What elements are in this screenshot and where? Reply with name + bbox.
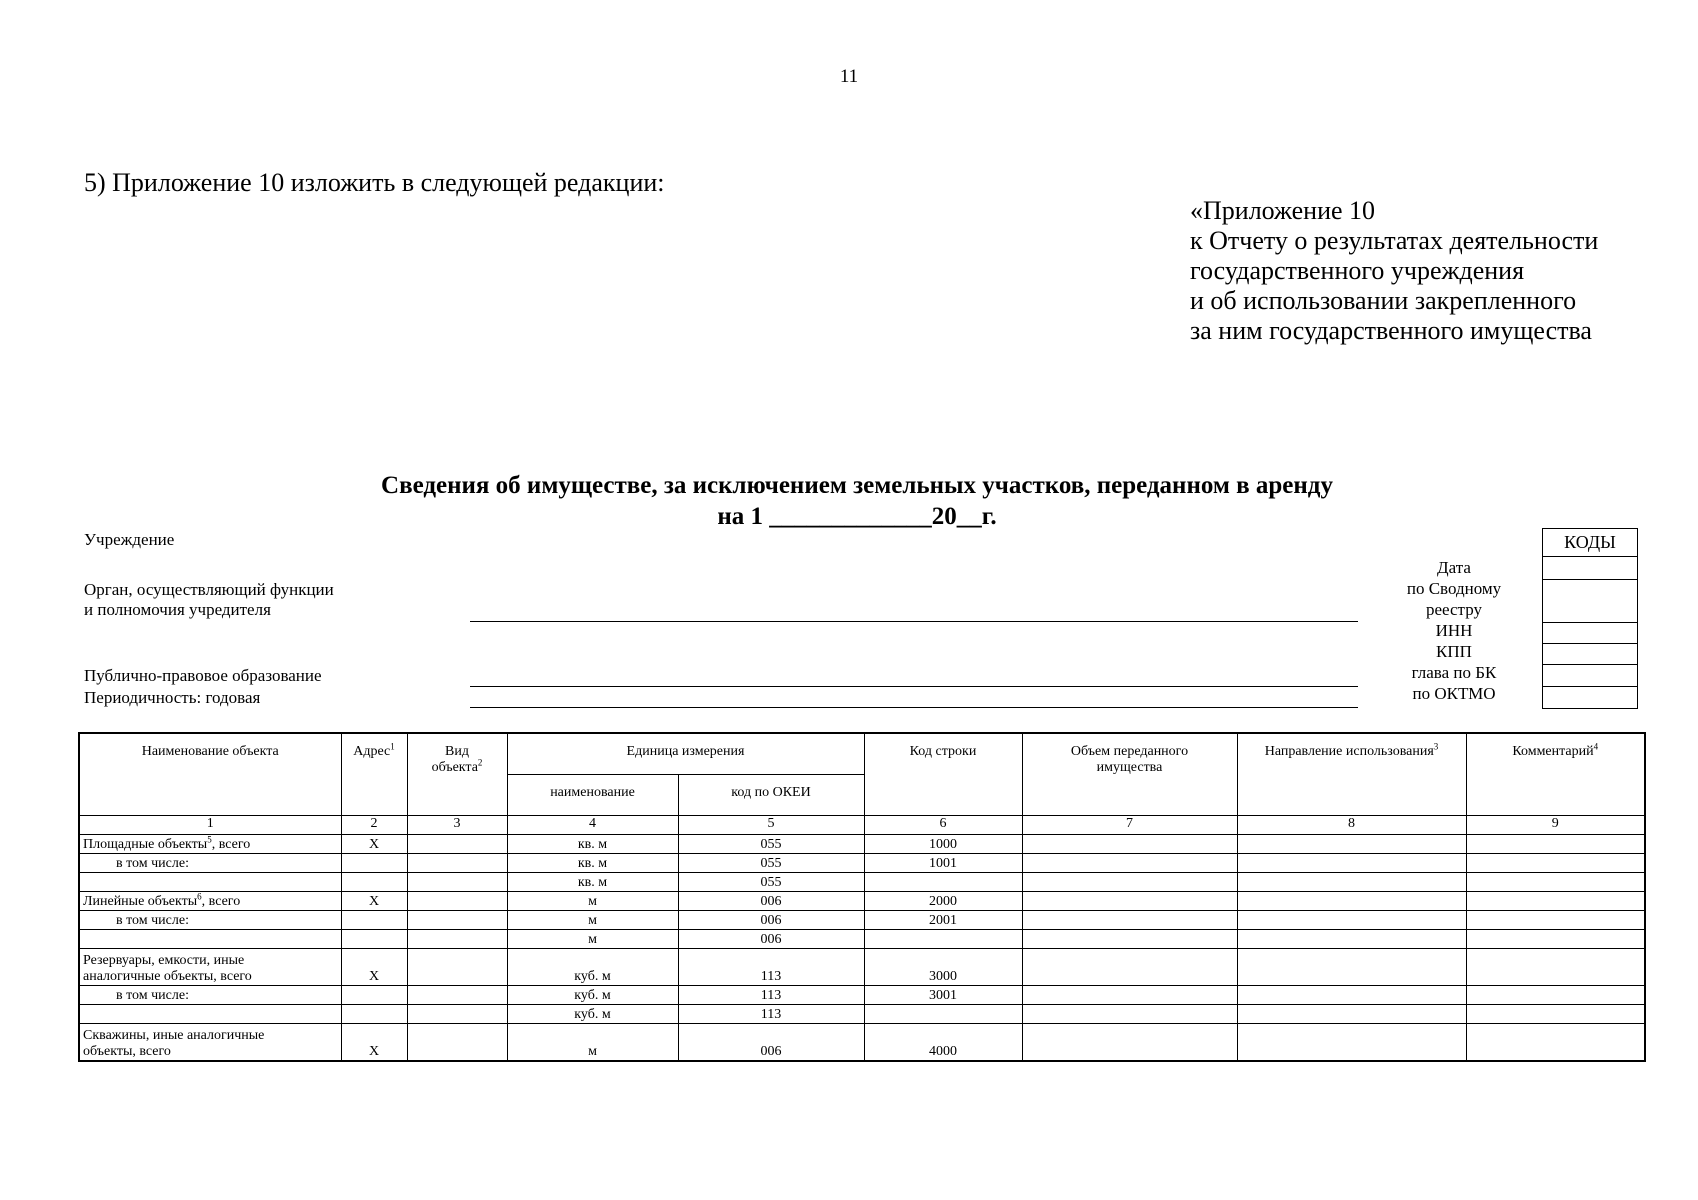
type-cell[interactable] [407, 854, 507, 873]
code-cell-inn[interactable] [1543, 622, 1637, 643]
periodicity-label: Периодичность: годовая [84, 688, 261, 707]
row-code-cell [864, 930, 1022, 949]
okei-cell: 006 [678, 930, 864, 949]
address-cell [341, 873, 407, 892]
type-cell[interactable] [407, 930, 507, 949]
code-cell-registry[interactable] [1543, 579, 1637, 622]
form-title [0, 470, 1698, 532]
column-numbers-row [79, 816, 1645, 835]
address-cell: X [341, 835, 407, 854]
column-number: 4 [507, 816, 678, 835]
direction-cell[interactable] [1237, 1024, 1466, 1062]
comment-cell[interactable] [1466, 873, 1645, 892]
volume-cell[interactable] [1022, 854, 1237, 873]
col-header-name: Наименование объекта [79, 733, 341, 816]
direction-cell[interactable] [1237, 835, 1466, 854]
codes-label: реестру [1426, 600, 1482, 619]
comment-cell[interactable] [1466, 986, 1645, 1005]
direction-cell[interactable] [1237, 1005, 1466, 1024]
okei-cell: 006 [678, 892, 864, 911]
table-row [79, 1005, 1645, 1024]
col-header-unit-okei: код по ОКЕИ [678, 775, 864, 816]
volume-cell[interactable] [1022, 835, 1237, 854]
table-row [79, 1024, 1645, 1062]
codes-label: ИНН [1435, 621, 1473, 640]
type-cell[interactable] [407, 1005, 507, 1024]
object-name[interactable] [79, 873, 341, 892]
okei-cell: 055 [678, 873, 864, 892]
col-header-volume: Объем переданного имущества [1022, 733, 1237, 816]
code-cell-bk[interactable] [1543, 664, 1637, 686]
row-code-cell [864, 873, 1022, 892]
okei-cell: 113 [678, 949, 864, 986]
intro-text: 5) Приложение 10 изложить в следующей редакции: [84, 168, 665, 197]
type-cell[interactable] [407, 1024, 507, 1062]
type-cell[interactable] [407, 873, 507, 892]
table-row [79, 854, 1645, 873]
appendix-line: к Отчету о результатах деятельности [1190, 226, 1599, 255]
public-entity-field-line[interactable] [470, 686, 1358, 687]
volume-cell[interactable] [1022, 911, 1237, 930]
code-cell-kpp[interactable] [1543, 643, 1637, 664]
periodicity-field-line [470, 707, 1358, 708]
object-name[interactable] [79, 930, 341, 949]
appendix-line: и об использовании закрепленного [1190, 286, 1577, 315]
okei-cell: 006 [678, 911, 864, 930]
table-row [79, 873, 1645, 892]
row-code-cell [864, 1005, 1022, 1024]
row-code-cell: 2000 [864, 892, 1022, 911]
unit-name-cell: кв. м [507, 873, 678, 892]
codes-labels [1380, 557, 1528, 704]
column-number: 5 [678, 816, 864, 835]
unit-name-cell: куб. м [507, 986, 678, 1005]
address-cell: X [341, 949, 407, 986]
codes-label: Дата [1437, 558, 1471, 577]
type-cell[interactable] [407, 892, 507, 911]
comment-cell[interactable] [1466, 949, 1645, 986]
codes-label: глава по БК [1411, 663, 1497, 682]
unit-name-cell: куб. м [507, 1005, 678, 1024]
unit-name-cell: куб. м [507, 949, 678, 986]
col-header-unit: Единица измерения [507, 733, 864, 775]
table-row [79, 949, 1645, 986]
address-cell [341, 986, 407, 1005]
address-cell [341, 911, 407, 930]
col-header-address: Адрес$^1$ [341, 733, 407, 816]
col-header-type: Вид объекта$^2$ [407, 733, 507, 816]
unit-name-cell: кв. м [507, 835, 678, 854]
row-code-cell: 3000 [864, 949, 1022, 986]
table-row [79, 930, 1645, 949]
object-name: в том числе: [79, 854, 341, 873]
organ-label: Орган, осуществляющий функции [84, 580, 334, 599]
col-header-comment: Комментарий$^4$ [1466, 733, 1645, 816]
comment-cell[interactable] [1466, 892, 1645, 911]
appendix-line: государственного учреждения [1190, 256, 1525, 285]
comment-cell[interactable] [1466, 930, 1645, 949]
column-number: 2 [341, 816, 407, 835]
object-name: Линейные объекты$^6$, всего [79, 892, 341, 911]
appendix-line: «Приложение 10 [1190, 196, 1376, 225]
property-table [78, 732, 1646, 1062]
organ-label: и полномочия учредителя [84, 600, 271, 619]
table-row [79, 892, 1645, 911]
col-header-row-code: Код строки [864, 733, 1022, 816]
page-number: 11 [839, 66, 859, 87]
column-number: 1 [79, 816, 341, 835]
row-code-cell: 2001 [864, 911, 1022, 930]
code-cell-date[interactable] [1543, 556, 1637, 579]
volume-cell[interactable] [1022, 892, 1237, 911]
row-code-cell: 1000 [864, 835, 1022, 854]
institution-label: Учреждение [84, 530, 175, 549]
object-name: Резервуары, емкости, иные аналогичные объекты, всего [79, 949, 341, 986]
volume-cell[interactable] [1022, 930, 1237, 949]
codes-label: по ОКТМО [1412, 684, 1496, 703]
direction-cell[interactable] [1237, 911, 1466, 930]
volume-cell[interactable] [1022, 873, 1237, 892]
column-number: 7 [1022, 816, 1237, 835]
volume-cell[interactable] [1022, 949, 1237, 986]
column-number: 9 [1466, 816, 1645, 835]
comment-cell[interactable] [1466, 835, 1645, 854]
organ-field-line[interactable] [470, 621, 1358, 622]
column-number: 6 [864, 816, 1022, 835]
okei-cell: 006 [678, 1024, 864, 1062]
okei-cell: 113 [678, 986, 864, 1005]
codes-label: КПП [1436, 642, 1472, 661]
address-cell [341, 854, 407, 873]
table-row [79, 986, 1645, 1005]
comment-cell[interactable] [1466, 1005, 1645, 1024]
row-code-cell: 1001 [864, 854, 1022, 873]
appendix-reference [1190, 196, 1598, 346]
volume-cell[interactable] [1022, 986, 1237, 1005]
codes-box [1542, 528, 1638, 709]
comment-cell[interactable] [1466, 1024, 1645, 1062]
direction-cell[interactable] [1237, 949, 1466, 986]
address-cell [341, 1005, 407, 1024]
address-cell: X [341, 892, 407, 911]
volume-cell[interactable] [1022, 1024, 1237, 1062]
row-code-cell: 3001 [864, 986, 1022, 1005]
direction-cell[interactable] [1237, 930, 1466, 949]
public-entity-label: Публично-правовое образование [84, 666, 322, 685]
unit-name-cell: м [507, 930, 678, 949]
codes-header: КОДЫ [1564, 532, 1616, 552]
title-date-line: на 1 _____________20__г. [717, 503, 997, 530]
unit-name-cell: м [507, 911, 678, 930]
okei-cell: 055 [678, 835, 864, 854]
object-name: Скважины, иные аналогичные объекты, всего [79, 1024, 341, 1062]
unit-name-cell: кв. м [507, 854, 678, 873]
type-cell[interactable] [407, 911, 507, 930]
table-row [79, 911, 1645, 930]
title-line: Сведения об имуществе, за исключением земельных участков, переданном в аренду [381, 472, 1333, 499]
comment-cell[interactable] [1466, 854, 1645, 873]
comment-cell[interactable] [1466, 911, 1645, 930]
object-name[interactable] [79, 1005, 341, 1024]
okei-cell: 113 [678, 1005, 864, 1024]
col-header-direction: Направление использования$^3$ [1237, 733, 1466, 816]
object-name: в том числе: [79, 911, 341, 930]
volume-cell[interactable] [1022, 1005, 1237, 1024]
object-name: Площадные объекты$^5$, всего [79, 835, 341, 854]
codes-label: по Сводному [1406, 579, 1502, 598]
column-number: 8 [1237, 816, 1466, 835]
type-cell[interactable] [407, 986, 507, 1005]
row-code-cell: 4000 [864, 1024, 1022, 1062]
unit-name-cell: м [507, 892, 678, 911]
address-cell: X [341, 1024, 407, 1062]
direction-cell[interactable] [1237, 873, 1466, 892]
column-number: 3 [407, 816, 507, 835]
table-row [79, 835, 1645, 854]
type-cell[interactable] [407, 835, 507, 854]
okei-cell: 055 [678, 854, 864, 873]
unit-name-cell: м [507, 1024, 678, 1062]
direction-cell[interactable] [1237, 892, 1466, 911]
col-header-unit-name: наименование [507, 775, 678, 816]
direction-cell[interactable] [1237, 986, 1466, 1005]
address-cell [341, 930, 407, 949]
type-cell[interactable] [407, 949, 507, 986]
object-name: в том числе: [79, 986, 341, 1005]
appendix-line: за ним государственного имущества [1190, 316, 1592, 345]
direction-cell[interactable] [1237, 854, 1466, 873]
code-cell-oktmo[interactable] [1543, 686, 1637, 708]
